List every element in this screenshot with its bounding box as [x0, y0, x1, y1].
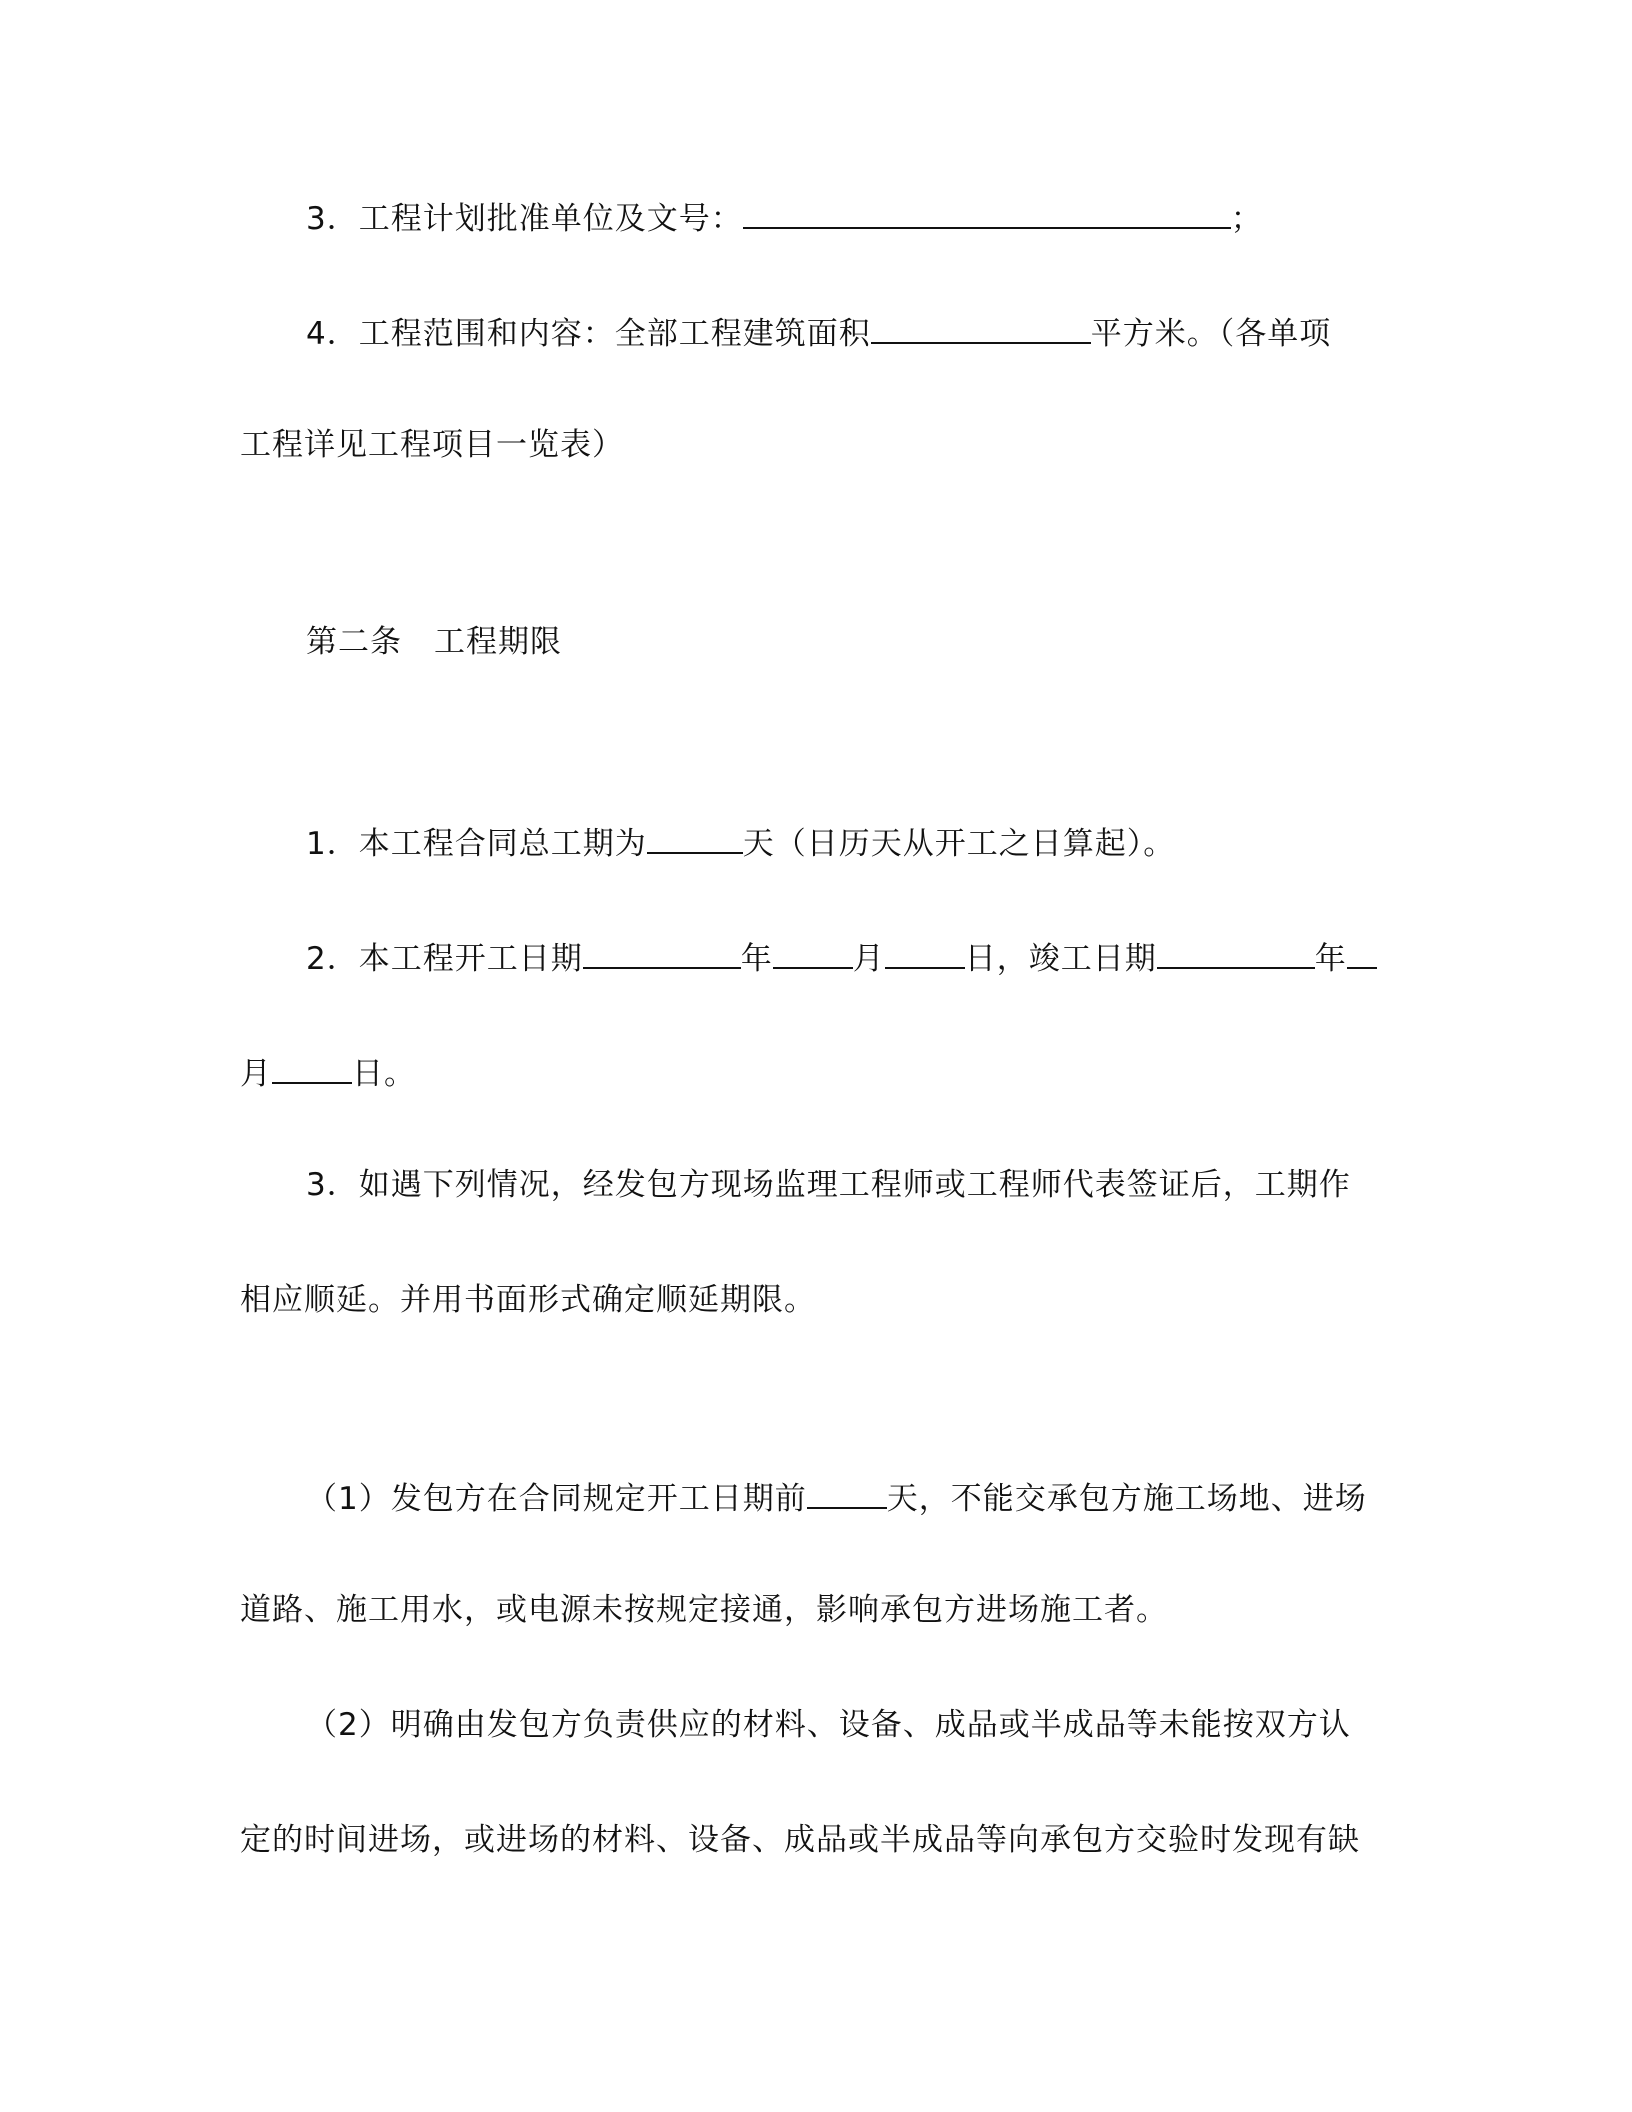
clause-2-2: [306, 935, 1377, 979]
clause-1-4: [306, 310, 1331, 354]
approval-unit-blank: [743, 195, 1231, 229]
article-number: 第二条: [306, 624, 402, 660]
item-2-cont: [240, 1820, 1360, 1860]
item-1-text-2: 天，不能交承包方施工场地、进场: [886, 1481, 1367, 1517]
item-2-text: （2）明确由发包方负责供应的材料、设备、成品或半成品等未能按双方认: [306, 1707, 1351, 1743]
clause-2-2-cont: [240, 1050, 416, 1094]
end-month-label: 月: [240, 1056, 272, 1092]
floor-area-blank: [871, 310, 1091, 344]
clause-2-1-text: 1．本工程合同总工期为: [306, 826, 647, 862]
article-title: 工程期限: [434, 624, 562, 660]
item-2: [306, 1705, 1351, 1745]
days-before-blank: [807, 1475, 887, 1509]
item-1-cont-text: 道路、施工用水，或电源未按规定接通，影响承包方进场施工者。: [240, 1592, 1168, 1628]
clause-1-4-text: 4．工程范围和内容：全部工程建筑面积: [306, 316, 871, 352]
clause-1-4-cont-text: 工程详见工程项目一览表）: [240, 427, 624, 463]
item-2-cont-text: 定的时间进场，或进场的材料、设备、成品或半成品等向承包方交验时发现有缺: [240, 1822, 1360, 1858]
end-year-label: 年: [1314, 941, 1347, 977]
start-year-blank: [583, 935, 741, 969]
start-day-blank: [885, 935, 965, 969]
clause-2-2-text: 2．本工程开工日期: [306, 941, 583, 977]
clause-2-1-text-2: 天（日历天从开工之日算起）。: [742, 826, 1176, 862]
clause-1-4-text-2: 平方米。（各单项: [1090, 316, 1332, 352]
clause-2-3-cont: [240, 1280, 816, 1320]
end-month-blank: [1347, 935, 1377, 969]
item-1-cont: [240, 1590, 1168, 1630]
month-label: 月: [852, 941, 885, 977]
clause-2-3-text: 3．如遇下列情况，经发包方现场监理工程师或工程师代表签证后，工期作: [306, 1167, 1351, 1203]
clause-2-3-cont-text: 相应顺延。并用书面形式确定顺延期限。: [240, 1282, 816, 1318]
end-day-label: 日。: [352, 1056, 416, 1092]
end-day-blank: [272, 1050, 352, 1084]
clause-1-3-text: 3．工程计划批准单位及文号：: [306, 201, 743, 237]
clause-2-1: [306, 820, 1175, 864]
item-1-text: （1）发包方在合同规定开工日期前: [306, 1481, 807, 1517]
item-1: [306, 1475, 1367, 1519]
clause-2-2-text-2: 日，竣工日期: [964, 941, 1157, 977]
clause-1-3: [306, 195, 1263, 239]
start-month-blank: [773, 935, 853, 969]
clause-2-3: [306, 1165, 1351, 1205]
clause-1-3-end: ；: [1230, 201, 1263, 237]
article-2-heading: [306, 622, 562, 662]
end-year-blank: [1157, 935, 1315, 969]
total-days-blank: [647, 820, 743, 854]
clause-1-4-cont: [240, 425, 624, 465]
year-label: 年: [740, 941, 773, 977]
